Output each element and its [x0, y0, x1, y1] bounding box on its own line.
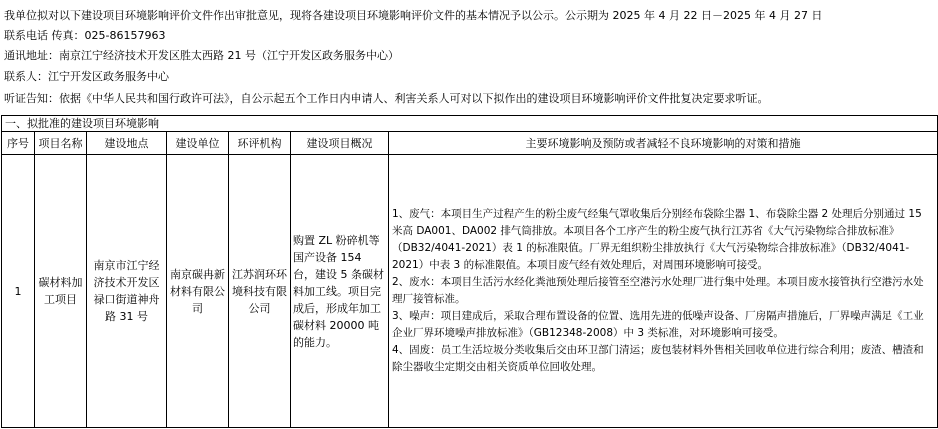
table-header-row: [2, 132, 938, 155]
cell-index: 1: [2, 155, 35, 428]
cell-overview: 购置 ZL 粉碎机等国产设备 154 台，建设 5 条碳材料加工线。项目完成后，形成年加工碳材料 20000 吨的能力。: [291, 155, 389, 428]
contact-address: 通讯地址：南京江宁经济技术开发区胜太西路 21 号（江宁开发区政务服务中心）: [4, 49, 399, 62]
header-measures: 主要环境影响及预防或者减轻不良环境影响的对策和措施: [389, 132, 938, 155]
table-row: [2, 155, 938, 428]
section-title-row: [2, 116, 938, 132]
hearing-notice: 听证告知：依据《中华人民共和国行政许可法》，自公示起五个工作日内申请人、利害关系人可对以下拟作出的建设项目环境影响评价文件批复决定要求听证。: [4, 92, 769, 105]
cell-location: 南京市江宁经济技术开发区禄口街道神舟路 31 号: [87, 155, 167, 428]
header-agency: 环评机构: [229, 132, 291, 155]
cell-builder: 南京碳冉新材料有限公司: [167, 155, 229, 428]
cell-name: 碳材料加工项目: [35, 155, 87, 428]
cell-measures: [389, 155, 938, 428]
measure-noise: 3、噪声：项目建成后，采取合理布置设备的位置、选用先进的低噪声设备、厂房隔声措施后，厂界噪声满足《工业企业厂界环境噪声排放标准》（GB12348-2008）中 3 类标准，对环境影响可接受。: [392, 310, 924, 339]
header-builder: 建设单位: [167, 132, 229, 155]
header-overview: 建设项目概况: [291, 132, 389, 155]
cell-agency: 江苏润环环境科技有限公司: [229, 155, 291, 428]
measure-water: 2、废水：本项目生活污水经化粪池预处理后接管至空港污水处理厂进行集中处理。本项目废水接管执行空港污水处理厂接管标准。: [392, 276, 924, 305]
contact-person: 联系人：江宁开发区政务服务中心: [4, 70, 169, 83]
measure-solid-waste: 4、固废：员工生活垃圾分类收集后交由环卫部门清运；废包装材料外售相关回收单位进行综合利用；废渣、槽渣和除尘器收尘定期交由相关资质单位回收处理。: [392, 344, 924, 373]
section-title: 一、拟批准的建设项目环境影响: [2, 116, 938, 132]
contact-phone: 联系电话 传真：025-86157963: [4, 29, 166, 42]
header-index: 序号: [2, 132, 35, 155]
header-location: 建设地点: [87, 132, 167, 155]
header-name: 项目名称: [35, 132, 87, 155]
notice-intro: 我单位拟对以下建设项目环境影响评价文件作出审批意见，现将各建设项目环境影响评价文件的基本情况予以公示。公示期为 2025 年 4 月 22 日－2025 年 4 月 27 日: [4, 9, 823, 22]
measure-air: 1、废气：本项目生产过程产生的粉尘废气经集气罩收集后分别经布袋除尘器 1、布袋除尘器 2 处理后分别通过 15 米高 DA001、DA002 排气筒排放。本项目各个工序产生的粉尘废气执行江苏省《大气污染物综合排放标准》（DB32/4041-2021）表 1 的标准限值。厂界无组织粉尘排放执行《大气污染物综合排放标准》（DB32/4041-2021）中表 3 的标准限值。本项目废气经有效处理后，对周围环境影响可接受。: [392, 208, 922, 271]
project-table: [1, 115, 938, 428]
